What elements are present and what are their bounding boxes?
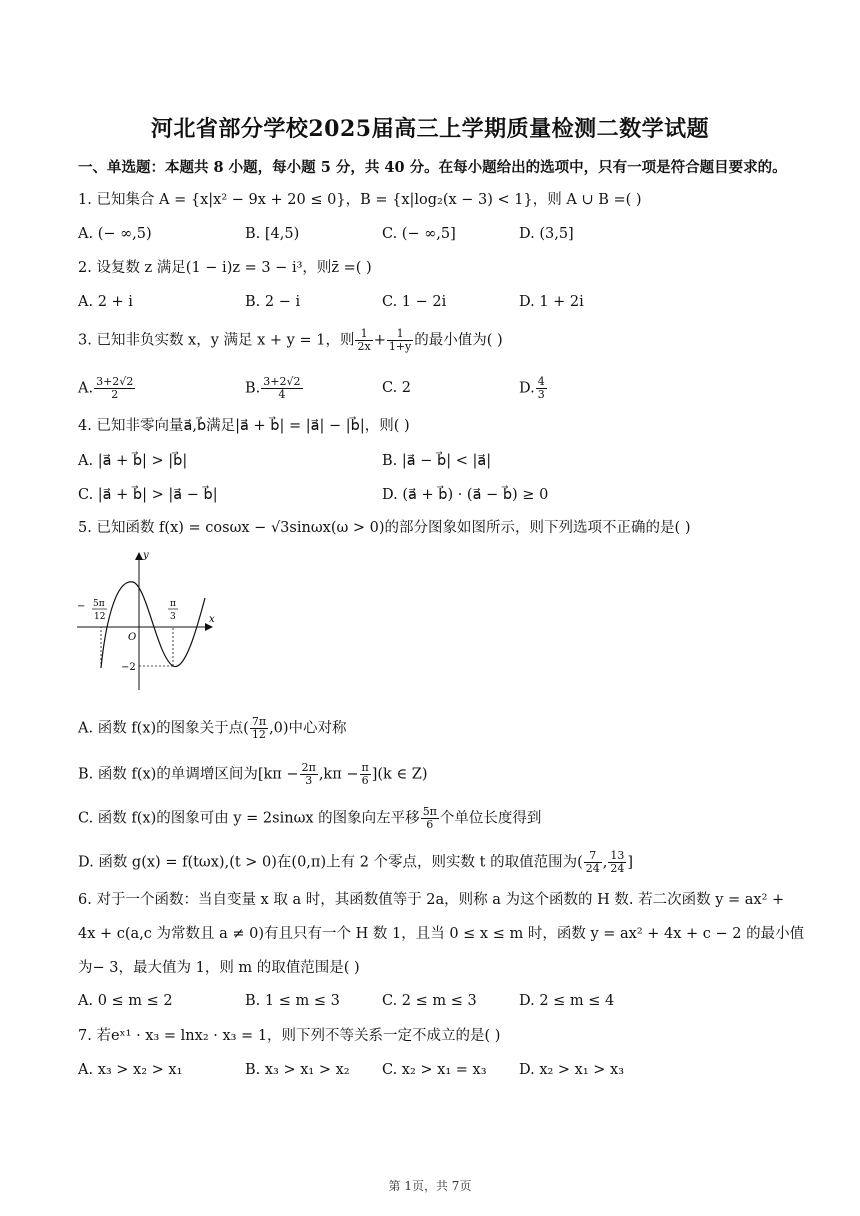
q1-option-d: D. (3,5] [519, 226, 574, 242]
q5-option-b: B. 函数 f(x)的单调增区间为[kπ − $\frac{2\pi}{3}$ ,kπ − $\frac{\pi}{6}$ ](k ∈ Z) [78, 761, 428, 787]
q2-option-b: B. 2 − i [245, 294, 301, 310]
q7-option-c: C. x₂ > x₁ = x₃ [382, 1062, 487, 1078]
question-2-stem: 2. 设复数 z 满足(1 − i)z = 3 − i³，则z̄ =( ) [78, 260, 372, 276]
question-6-line-3: 为− 3，最大值为 1，则 m 的取值范围是( ) [78, 960, 360, 976]
question-6-line-1: 6. 对于一个函数：当自变量 x 取 a 时，其函数值等于 2a，则称 a 为这个函数的 H 数. 若二次函数 y = ax² + [78, 892, 785, 908]
q7-option-d: D. x₂ > x₁ > x₃ [519, 1062, 625, 1078]
y-axis-label: y [143, 550, 149, 561]
q6-option-d: D. 2 ≤ m ≤ 4 [519, 993, 615, 1009]
q3-plus: + [373, 332, 386, 349]
q6-option-c: C. 2 ≤ m ≤ 3 [382, 993, 477, 1009]
q1-option-c: C. (− ∞,5] [382, 226, 456, 242]
q5-option-a: A. 函数 f(x)的图象关于点( $\frac{7\pi}{12}$ ,0)中心对称 [78, 715, 347, 741]
q2-option-d: D. 1 + 2i [519, 294, 584, 310]
neg-tick-sign: − [77, 601, 86, 612]
q4-option-c: C. |a⃗ + b⃗| > |a⃗ − b⃗| [78, 487, 218, 503]
q3-option-a: A. $\frac{3+2√2}{2}$ [78, 375, 134, 401]
q7-option-b: B. x₃ > x₁ > x₂ [245, 1062, 350, 1078]
q4-option-a: A. |a⃗ + b⃗| > |b⃗| [78, 453, 188, 469]
pos-tick-den: 3 [170, 612, 176, 622]
q3-fraction-2: $\frac{1}{1+y}$ [388, 327, 412, 353]
origin-label: O [128, 632, 137, 643]
q3-stem-pre: 3. 已知非负实数 x，y 满足 x + y = 1，则 [78, 332, 355, 349]
q6-option-a: A. 0 ≤ m ≤ 2 [78, 993, 173, 1009]
q2-option-a: A. 2 + i [78, 294, 133, 310]
question-5-stem: 5. 已知函数 f(x) = cosωx − √3sinωx(ω > 0)的部分图象如图所示，则下列选项不正确的是( ) [78, 520, 691, 536]
q2-option-c: C. 1 − 2i [382, 294, 447, 310]
q7-option-a: A. x₃ > x₂ > x₁ [78, 1062, 183, 1078]
q1-option-b: B. [4,5) [245, 226, 300, 242]
section-heading: 一、单选题：本题共 8 小题，每小题 5 分，共 40 分。在每小题给出的选项中，只有一项是符合题目要求的。 [78, 159, 787, 176]
q5-option-c: C. 函数 f(x)的图象可由 y = 2sinωx 的图象向左平移 $\frac{5\pi}{6}$ 个单位长度得到 [78, 805, 542, 831]
q3-option-b: B. $\frac{3+2√2}{4}$ [245, 375, 301, 401]
sine-curve [101, 582, 205, 668]
pos-tick-num: π [170, 599, 176, 609]
q3-fraction-1: $\frac{1}{2x}$ [357, 327, 371, 353]
question-6-line-2: 4x + c(a,c 为常数且 a ≠ 0)有且只有一个 H 数 1，且当 0 ≤ x ≤ m 时，函数 y = ax² + 4x + c − 2 的最小值 [78, 926, 805, 942]
q1-option-a: A. (− ∞,5) [78, 226, 152, 242]
q3-option-d: D. $\frac{4}{3}$ [519, 375, 545, 401]
question-4-stem: 4. 已知非零向量a⃗,b⃗满足|a⃗ + b⃗| = |a⃗| − |b⃗|，则( ) [78, 418, 410, 434]
q6-option-b: B. 1 ≤ m ≤ 3 [245, 993, 340, 1009]
function-graph [75, 548, 225, 698]
q3-stem-post: 的最小值为( ) [414, 332, 503, 349]
question-7-stem: 7. 若eˣ¹ · x₃ = lnx₂ · x₃ = 1，则下列不等关系一定不成立的是( ) [78, 1028, 501, 1044]
x-axis-label: x [209, 614, 215, 625]
min-value-label: −2 [121, 662, 136, 673]
question-3-stem [78, 328, 503, 353]
q5-option-d: D. 函数 g(x) = f(tωx),(t > 0)在(0,π)上有 2 个零点，则实数 t 的取值范围为( $\frac{7}{24}$ , $\frac{13}{24}$ ] [78, 849, 634, 875]
question-1-stem: 1. 已知集合 A = {x|x² − 9x + 20 ≤ 0}，B = {x|log₂(x − 3) < 1}，则 A ∪ B =( ) [78, 192, 642, 208]
neg-tick-num: 5π [93, 599, 105, 609]
q4-option-d: D. (a⃗ + b⃗) · (a⃗ − b⃗) ≥ 0 [382, 487, 549, 503]
q3-option-c: C. 2 [382, 380, 412, 396]
q4-option-b: B. |a⃗ − b⃗| < |a⃗| [382, 453, 492, 469]
neg-tick-den: 12 [94, 612, 106, 622]
page-footer: 第 1页，共 7页 [388, 1179, 472, 1193]
page-title: 河北省部分学校2025届高三上学期质量检测二数学试题 [150, 116, 710, 142]
